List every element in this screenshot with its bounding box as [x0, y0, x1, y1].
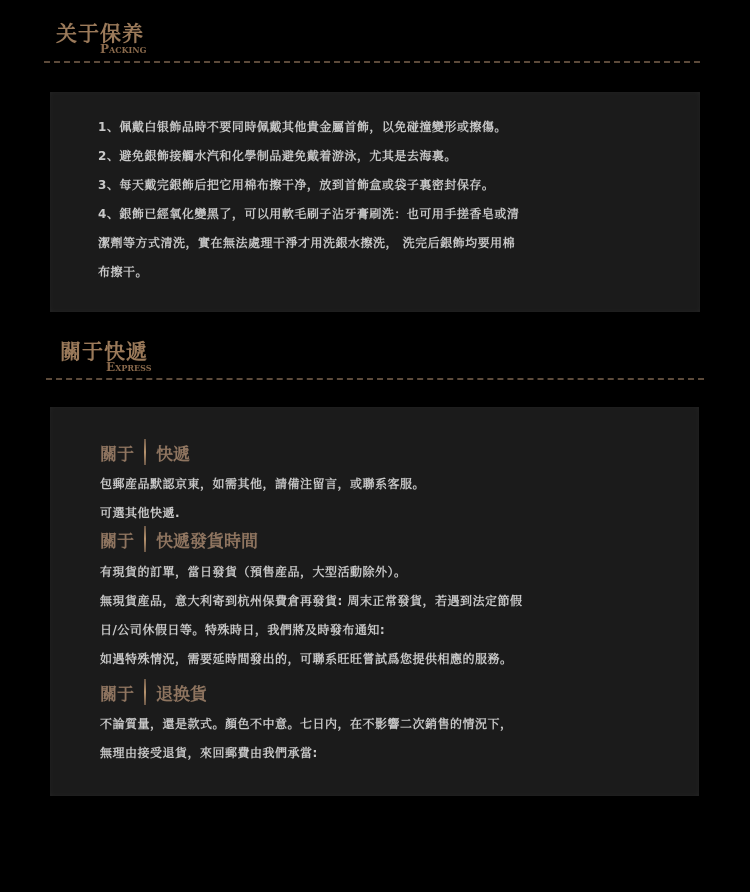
- subsection-title: 退换貨: [156, 684, 207, 705]
- care-line: 2、避免銀飾接觸水汽和化學制品避免戴着游泳，尤其是去海裏。: [98, 149, 457, 163]
- express-line: 可選其他快遞.: [100, 506, 181, 520]
- care-panel: [50, 92, 700, 312]
- returns-line: 不論質量，還是款式。顏色不中意。七日内，在不影響二次銷售的情況下，: [100, 717, 513, 731]
- care-subtitle: Packing: [100, 42, 147, 56]
- subsection-prefix: 關于: [100, 531, 134, 552]
- shipping-line: 如遇特殊情況，需要延時間發出的，可聯系旺旺嘗試爲您提供相應的服務。: [100, 652, 513, 666]
- care-line: 3、每天戴完銀飾后把它用棉布擦干净，放到首飾盒或袋子裏密封保存。: [98, 178, 495, 192]
- returns-subsection-heading: [100, 679, 207, 705]
- express-subsection-heading: [100, 439, 190, 465]
- shipping-line: 日/公司休假日等。特殊時日，我們將及時發布通知:: [100, 623, 386, 637]
- shipping-time-subsection-heading: [100, 526, 258, 552]
- subsection-prefix: 關于: [100, 684, 134, 705]
- returns-line: 無理由接受退貨，來回郵費由我們承當:: [100, 746, 318, 760]
- care-line: 1、佩戴白银飾品時不要同時佩戴其他貴金屬首飾，以免碰撞變形或擦傷。: [98, 120, 507, 134]
- subsection-title: 快遞發貨時間: [156, 531, 258, 552]
- care-line: 4、銀飾已經氧化變黑了，可以用軟毛刷子沾牙膏刷洗：也可用手搓香皂或清: [98, 207, 520, 221]
- care-title: 关于保养: [56, 21, 144, 46]
- heading-divider-bar: [144, 526, 146, 552]
- express-title: 關于快遞: [60, 339, 148, 364]
- express-line: 包郵産品默認京東，如需其他，請備注留言，或聯系客服。: [100, 477, 426, 491]
- subsection-prefix: 關于: [100, 444, 134, 465]
- shipping-line: 有現貨的訂單，當日發貨（預售産品，大型活動除外）。: [100, 565, 407, 579]
- express-subtitle: Express: [106, 360, 152, 374]
- express-panel: [50, 407, 699, 796]
- heading-divider-bar: [144, 439, 146, 465]
- care-line: 潔劑等方式清洗，實在無法處理干淨才用洗銀水擦洗， 洗完后銀飾均要用棉: [98, 236, 516, 250]
- heading-divider-bar: [144, 679, 146, 705]
- subsection-title: 快遞: [156, 444, 190, 465]
- express-divider: [46, 378, 704, 380]
- shipping-line: 無現貨産品，意大利寄到杭州保費倉再發貨: 周末正常發貨，若遇到法定節假: [100, 594, 523, 608]
- care-line: 布擦干。: [98, 265, 149, 279]
- care-divider: [44, 61, 700, 63]
